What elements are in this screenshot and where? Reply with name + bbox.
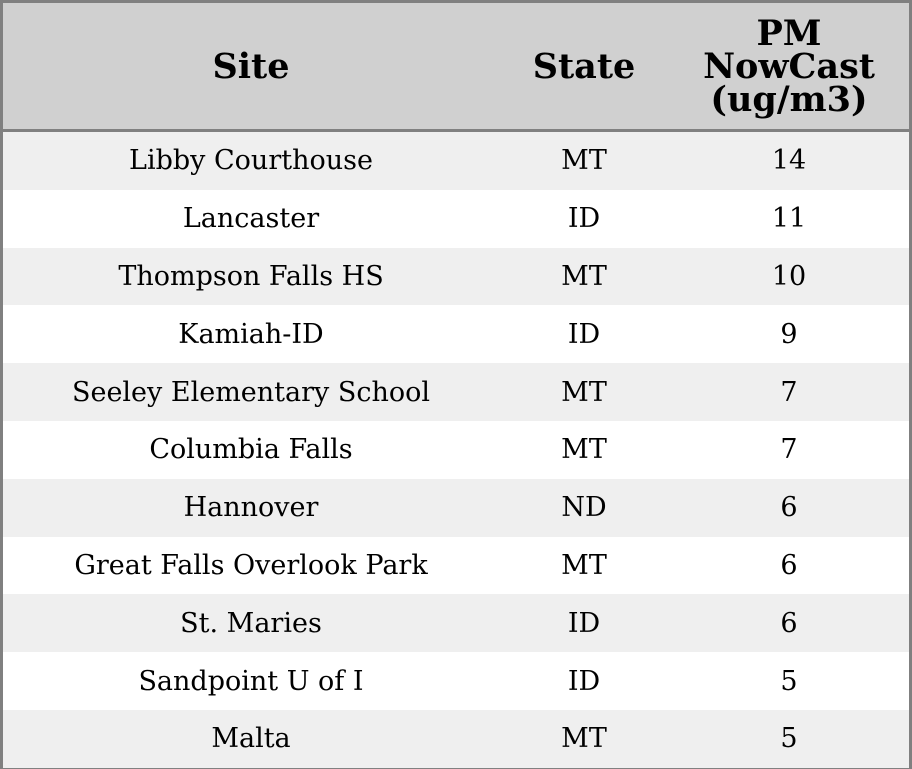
state-cell: ID [567,318,601,350]
header-pm-nowcast: PM NowCast (ug/m3) [703,12,875,120]
state-cell: ID [567,607,601,639]
table-row [3,421,909,479]
pm-cell: 10 [771,260,807,292]
table-row [3,537,909,595]
state-cell: MT [561,260,607,292]
table-row [3,305,909,363]
site-cell: Lancaster [182,203,320,235]
site-cell: Hannover [183,492,319,524]
state-cell: ID [567,203,601,235]
state-cell: MT [561,549,607,581]
site-cell: Great Falls Overlook Park [74,549,428,581]
pm-cell: 6 [780,492,798,524]
state-cell: MT [561,376,607,408]
state-cell: MT [561,145,607,177]
table-row [3,710,909,768]
pm-cell: 7 [780,434,798,466]
table-row [3,652,909,710]
site-cell: Columbia Falls [149,434,353,466]
table-row [3,594,909,652]
site-cell: Sandpoint U of I [138,665,364,697]
state-cell: ND [561,492,607,524]
table-row [3,190,909,248]
pm-cell: 14 [771,145,807,177]
table-row [3,479,909,537]
table-header-row [3,3,909,132]
pm-cell: 11 [771,203,807,235]
state-cell: MT [561,434,607,466]
table-row [3,248,909,306]
site-cell: Thompson Falls HS [118,260,384,292]
pm-cell: 5 [780,665,798,697]
table-row [3,363,909,421]
site-cell: St. Maries [180,607,322,639]
header-site: Site [212,45,290,87]
pm-cell: 6 [780,549,798,581]
pm-cell: 5 [780,723,798,755]
pm-cell: 7 [780,376,798,408]
pm-cell: 6 [780,607,798,639]
table-body [3,132,909,768]
site-cell: Kamiah-ID [178,318,324,350]
state-cell: ID [567,665,601,697]
table-row [3,132,909,190]
site-cell: Malta [211,723,291,755]
header-state: State [532,45,636,87]
site-cell: Libby Courthouse [129,145,373,177]
pm-cell: 9 [780,318,798,350]
state-cell: MT [561,723,607,755]
site-cell: Seeley Elementary School [71,376,431,408]
